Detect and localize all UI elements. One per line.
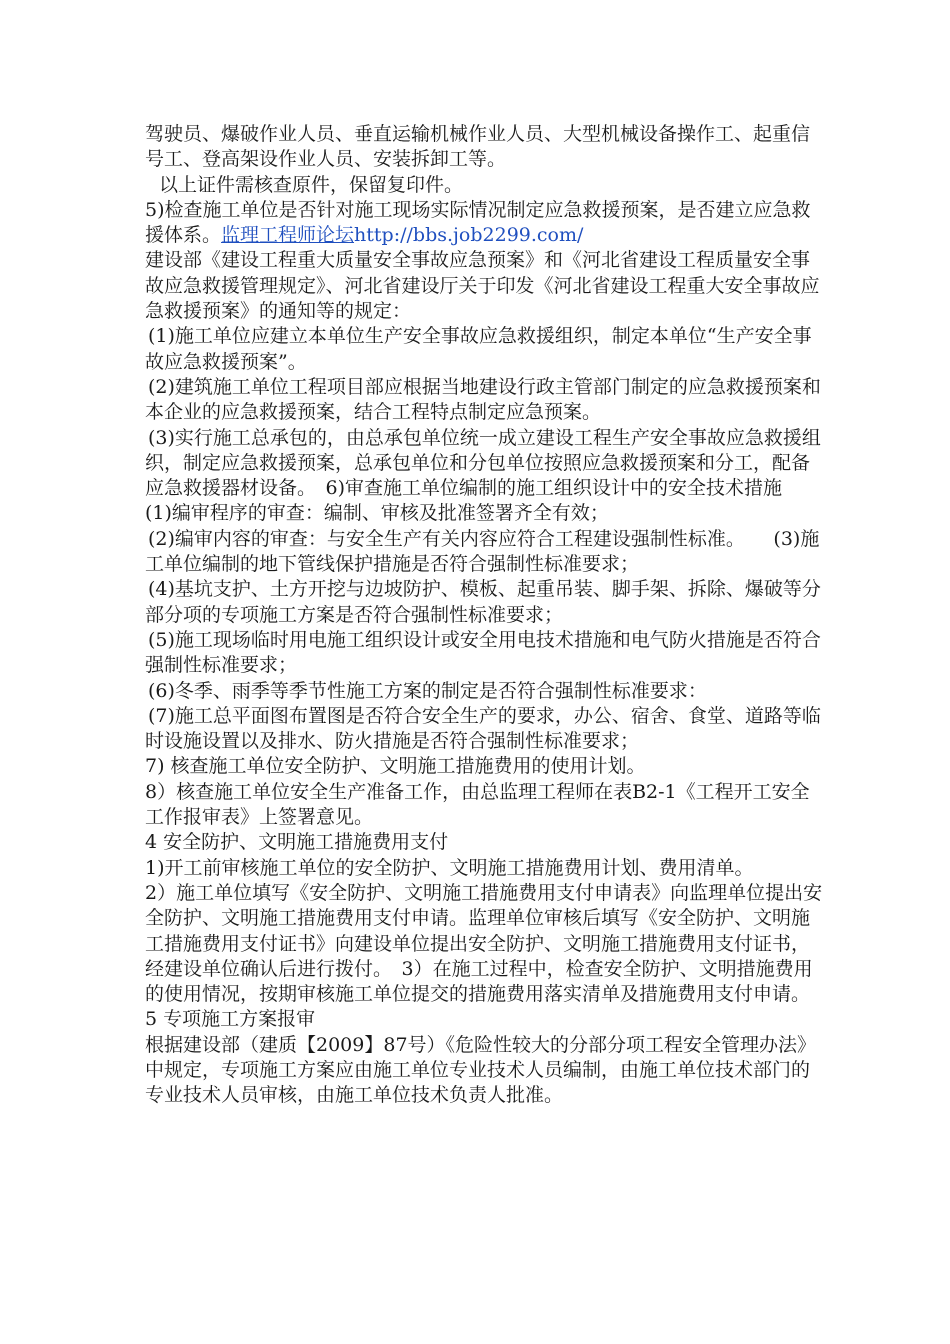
paragraph-2: 以上证件需核查原件，保留复印件。 xyxy=(159,173,464,196)
paragraph-17: 2）施工单位填写《安全防护、文明施工措施费用支付申请表》向监理单位提出安全防护、文明施工措施费用支付申请。监理单位审核后填写《安全防护、文明施工措施费用支付证书》向建设单位提出安全防护、文明施工措施费用支付证书，经建设单位确认后进行拨付。 3）在施工过程中，检查安全防护、文明措施费用的使用情况，按期审核施工单位提交的措施费用落实清单及措施费用支付申请。 xyxy=(145,881,823,1006)
paragraph-1: 驾驶员、爆破作业人员、垂直运输机械作业人员、大型机械设备操作工、起重信号工、登高架设作业人员、安装拆卸工等。 xyxy=(145,123,811,171)
paragraph-12: (7)施工总平面图布置图是否符合安全生产的要求，办公、宿舍、食堂、道路等临时设施设置以及排水、防火措施是否符合强制性标准要求； xyxy=(145,704,821,753)
paragraph-11: (6)冬季、雨季等季节性施工方案的制定是否符合强制性标准要求： xyxy=(148,679,707,702)
paragraph-6: (2)建筑施工单位工程项目部应根据当地建设行政主管部门制定的应急救援预案和本企业的应急救援预案，结合工程特点制定应急预案。 xyxy=(145,375,821,424)
paragraph-3 xyxy=(145,198,825,249)
paragraph-9: (4)基坑支护、土方开挖与边坡防护、模板、起重吊装、脚手架、拆除、爆破等分部分项的专项施工方案是否符合强制性标准要求； xyxy=(145,578,821,626)
forum-link[interactable]: 监理工程师论坛 xyxy=(221,224,355,247)
paragraph-10: (5)施工现场临时用电施工组织设计或安全用电技术措施和电气防火措施是否符合强制性标准要求； xyxy=(145,628,821,677)
document-body xyxy=(145,122,825,1109)
forum-url[interactable]: http://bbs.job2299.com/ xyxy=(354,224,584,247)
section-heading-4: 4 安全防护、文明施工措施费用支付 xyxy=(145,831,449,854)
paragraph-14: 8）核查施工单位安全生产准备工作，由总监理工程师在表B2-1《工程开工安全工作报审表》上签署意见。 xyxy=(145,780,810,829)
paragraph-3-text: 5)检查施工单位是否针对施工现场实际情况制定应急救援预案，是否建立应急救援体系。 xyxy=(145,198,811,247)
paragraph-7: (3)实行施工总承包的，由总承包单位统一成立建设工程生产安全事故应急救援组织，制定应急救援预案，总承包单位和分包单位按照应急救援预案和分工，配备应急救援器材设备。 6)审查施工单位编制的施工组织设计中的安全技术措施 (1)编审程序的审查：编制、审核及批准签署齐全有效； xyxy=(145,426,821,525)
paragraph-19: 根据建设部（建质【2009】87号）《危险性较大的分部分项工程安全管理办法》中规定，专项施工方案应由施工单位专业技术人员编制，由施工单位技术部门的专业技术人员审核，由施工单位技术负责人批准。 xyxy=(145,1033,817,1107)
paragraph-8: (2)编审内容的审查：与安全生产有关内容应符合工程建设强制性标准。 (3)施工单位编制的地下管线保护措施是否符合强制性标准要求； xyxy=(145,527,820,576)
section-heading-5: 5 专项施工方案报审 xyxy=(145,1008,316,1031)
paragraph-13: 7) 核查施工单位安全防护、文明施工措施费用的使用计划。 xyxy=(145,755,646,778)
paragraph-5: (1)施工单位应建立本单位生产安全事故应急救援组织，制定本单位“生产安全事故应急救援预案”。 xyxy=(145,325,812,373)
paragraph-4: 建设部《建设工程重大质量安全事故应急预案》和《河北省建设工程质量安全事故应急救援管理规定》、河北省建设厅关于印发《河北省建设工程重大安全事故应急救援预案》的通知等的规定： xyxy=(145,249,820,323)
paragraph-16: 1)开工前审核施工单位的安全防护、文明施工措施费用计划、费用清单。 xyxy=(145,856,754,879)
